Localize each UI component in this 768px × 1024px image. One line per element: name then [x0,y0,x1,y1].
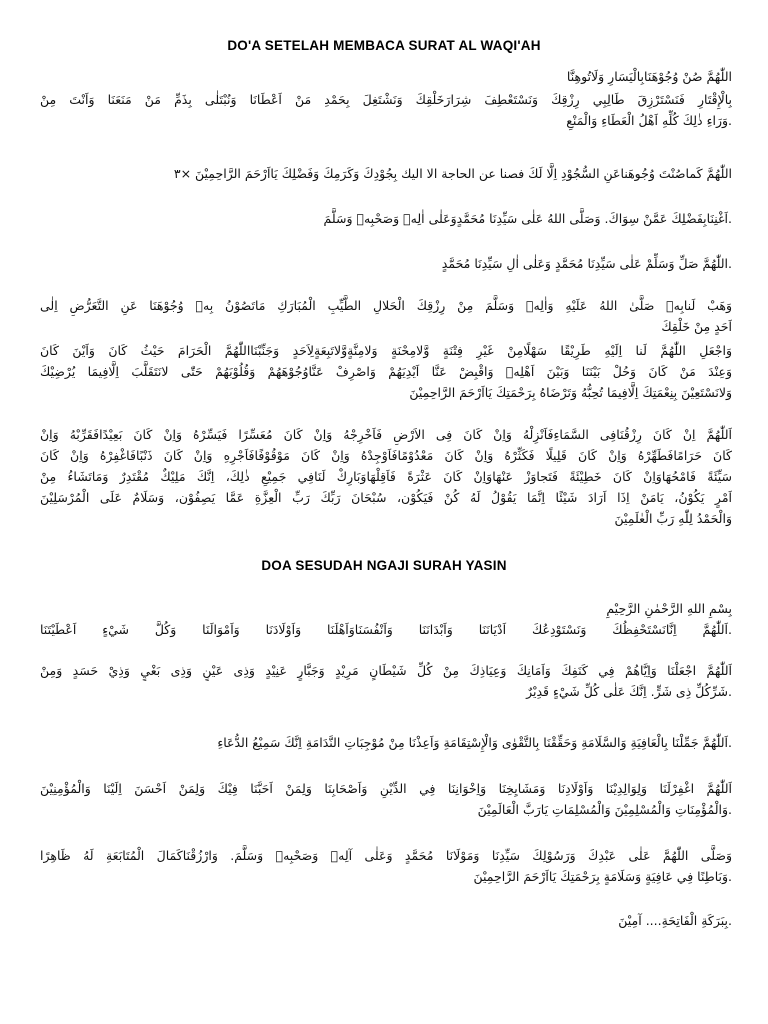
prayer-line: .اَللّٰهُمَّ جَمِّلْنَا بِالْعَافِيَةِ وَالسَّلَامَةِ وَحَقِّقْنَا بِالتَّقْوٰى وَالْإِسْتِقَامَةِ وَاَعِذْنَا مِنْ مُوْجِبَاتِ النَّدَامَةِ اِنَّكَ سَمِيْعُ الدُّعَاءِ [217,735,732,750]
prayer-line: وَصَلَّى اللّٰهُمَّ عَلٰى عَبْدِكَ وَرَسُوْلِكَ سَيِّدِنَا وَمَوْلَانَا مُحَمَّدٍ وَعَلٰى آلِهٖ وَصَحْبِهٖ وَسَلَّمَ. وَارْزُقْنَاكَمَالَ الْمُتَابَعَةِ لَهُ ظَاهِرًا [40,848,732,863]
prayer-paragraph [40,66,732,87]
prayer-line: .وَالْمُؤْمِنَاتِ وَالْمُسْلِمِيْنَ وَالْمُسْلِمَاتِ يَارَبَّ الْعَالَمِيْنَ [477,802,732,817]
prayer-line: اَللّٰهُمَّ اجْعَلْنَا وَاِيَّاهُمْ فِي كَنَفِكَ وَاَمَانِكَ وَعِيَاذِكَ مِنْ كُلِّ شَيْطَانٍ مَرِيْدٍ وَجَبَّارٍ عَنِيْدٍ وَذِى عَيْنٍ وَذِى بَغْيٍ وَذِيْ حَسَدٍ وَمِنْ [40,663,732,678]
prayer-paragraph [40,778,732,820]
prayer-line: .اَللّٰهُمَّ اِنَّانَسْتَحْفِظُكَ وَنَسْتَوْدِعُكَ اَدْيَانَنَا وَاَبْدَانَنَا وَاَنْفُسَنَاوَاَهْلَنَا وَاَوْلَادَنَا وَاَمْوَالَنَا وَكُلَّ شَيْءٍ اَعْطَيْتَنَا [40,622,732,637]
prayer-paragraph [40,89,732,131]
prayer-line: .وَرَاءِ ذٰلِكَ كُلِّهِ اَهْلُ الْعَطَاءِ وَالْمَنْعِ [566,113,732,128]
prayer-paragraph [40,598,732,640]
prayer-line: وَهَبْ لَنابِهٖ صَلَّىٰ اللهُ عَلَيْهِ وَاٰلِهٖ وَسَلَّمَ مِنْ رِزْقِكَ الْحَلالِ الطَّيِّبِ الْمُبَارَكِ مَاتَصُوْنُ بِهٖ وُجُوْهَنَا عَنِ التَّعَرُّضِ اِلٰى [40,298,732,313]
prayer-line: وَاجْعَلِ اللّٰهُمَّ لَنا اِلَيْهِ طَرِيْقًا سَهْلًامِنْ غَيْرِ فِتْنَةٍ وَّلامِحْنَةٍ وَلامِنَّةٍوَّلاتَبِعَةٍلِاَحَدٍ وَجَنِّبْنَااللّٰهُمَّ الْحَرَامَ حَيْثُ كَانَ وَاَيْنَ كَانَ [40,343,732,358]
prayer-line: .وَبَاطِنًا فِي عَافِيَةٍ وَسَلَامَةٍ بِرَحْمَتِكَ يَااَرْحَمَ الرَّاحِمِيْنَ [473,869,732,884]
prayer-line: بِالْإِقْتَارِ فَنَسْتَرْزِقَ طَالِبِي رِزْقِكَ وَنَسْتَعْطِفَ شِرَارَخَلْقِكَ وَنَشْتَغِلَ بِحَمْدِ مَنْ اَعْطَانَا وَنُبْتَلٰى بِذَمِّ مَنْ مَنَعَنَا وَاَنْتَ مِنْ [40,92,732,107]
prayer-line: اللّٰهُمَّ صُنْ وُجُوْهَنَابِالْيَسَارِ وَلَاتُوهِنَّا [566,69,732,84]
prayer-line: اَمْرٍ يَكُوْنُ، يَامَنْ اِذَا اَرَادَ شَيْئًا اِنَّمَا يَقُوْلُ لَهُ كُنْ فَيَكُوْن، سُبْحَانَ رَبِّكَ رَبِّ الْعِزَّةِ عَمَّا يَصِفُوْن، وَسَلَامٌ عَلَى الْمُرْسَلِيْنَ [40,490,732,505]
prayer-line: .اللّٰهُمَّ صَلِّ وَسَلِّمْ عَلٰى سَيِّدِنَا مُحَمَّدٍ وَعَلٰى اٰلِ سَيِّدِنَا مُحَمَّدٍ [441,256,732,271]
prayer-line: وَالْحَمْدُ لِلّٰهِ رَبِّ الْعٰلَمِيْنَ [614,511,732,526]
prayer-paragraph [40,208,732,229]
prayer-line: اَللّٰهُمَّ اغْفِرْلَنَا وَلِوَالِدِيْنَا وَاَوْلَادِنَا وَمَشَايِخِنَا وَاِخْوَانِنَا فِي الدِّيْنِ وَاَصْحَابِنَا وَلِمَنْ اَحَبَّنَا فِيْكَ وَلِمَنْ اَحْسَنَ اِلَيْنَا وَالْمُؤْمِنِيْنَ [40,781,732,796]
prayer-paragraph [40,340,732,403]
prayer-line: .اَغْنِنَابِفَضْلِكَ عَمَّنْ سِوَاكَ. وَصَلَّى اللهُ عَلٰى سَيِّدِنَا مُحَمَّدٍوَعَلٰى اٰلِهٖ وَصَحْبِهٖ وَسَلَّمَ [323,211,732,226]
prayer-paragraph [40,910,732,931]
prayer-line: اَحَدٍ مِنْ خَلْقِكَ [661,319,732,334]
prayer-line: سَيِّئَةً فَامْحُهَاوَاِنْ كَانَ خَطِيْئَةً فَتَجاوَزْ عَنْهَاوَاِنْ كَانَ عَثْرَةً فَاَقِلْهَاوَبَارِكْ لَنَافِي جَمِيْعِ ذٰلِكَ، اِنَّكَ مَلِيْكٌ مُقْتَدِرٌ وَمَاتَشَاءُ مِنْ [40,469,732,484]
prayer-paragraph [40,660,732,702]
prayer-paragraph [40,845,732,887]
prayer-line: اَللّٰهُمَّ اِنْ كَانَ رِزْقُنَافِى السَّمَاءِفَاَنْزِلْهُ وَاِنْ كَانَ فِى الاَرْضِ فَاَخْرِجْهُ وَاِنْ كَانَ مُعَسِّرًا فَيَسِّرْهُ وَاِنْ كَانَ بَعِيْدًافَقَرِّبْهُ وَاِنْ [40,427,732,442]
section-title-waqiah: DO'A SETELAH MEMBACA SURAT AL WAQI'AH [227,38,541,53]
prayer-paragraph [40,163,732,184]
prayer-paragraph [40,424,732,529]
prayer-line: كَانَ حَرَامًافَطَهِّرْهُ وَاِنْ كَانَ قَلِيلًا فَكَثِّرْهُ وَاِنْ كَانَ مَعْدُوْمًافَاَوْجِدْهُ وَاِنْ كَانَ مَوْقُوْفًافَاَجْرِهِ وَاِنْ كَانَ ذَنْبًافَاغْفِرْهُ وَاِنْ كَانَ [40,448,732,463]
prayer-line: بِسْمِ اللهِ الرَّحْمٰنِ الرَّحِيْمِ [606,601,732,616]
prayer-line: .شَرِّكُلِّ ذِى شَرٍّ. اِنَّكَ عَلٰى كُلِّ شَيْءٍ قَدِيْرٌ [526,684,732,699]
prayer-line: وَعِنْدَ مَنْ كَانَ وَحُلْ بَيْنَنَا وَبَيْنَ اَهْلِهٖ وَاقْبِضْ عَنَّا اَيْدِيَهُمْ وَاصْرِفْ عَنَّاوُجُوْهَهُمْ وَقُلُوْبَهُمْ حَتّٰى لانَتَقَلَّبَ اِلَّافِيمَا يُرْضِيْكَ [40,364,732,379]
prayer-paragraph [40,295,732,337]
prayer-line: .بِبَرَكَةِ الْفَاتِحَةِ.... آمِيْنَ [618,913,732,928]
prayer-paragraph [40,732,732,753]
prayer-paragraph [40,253,732,274]
section-title-yasin: DOA SESUDAH NGAJI SURAH YASIN [261,558,507,573]
prayer-line: اللّٰهُمَّ كَماصُنْتَ وُجُوهَناعَنِ السُّجُوْدِ اِلَّا لَكَ فصنا عن الحاجة الا اليك بِجُوْدِكَ وَكَرَمِكَ وَفَضْلِكَ يَااَرْحَمَ الرَّاحِمِيْنَ ×٣ [173,166,732,181]
prayer-line: وَلانَسْتَعِيْنَ بِنِعْمَتِكَ اِلَّافِيمَا تُحِبُّهُ وَتَرْضَاهُ بِرَحْمَتِكَ يَااَرْحَمَ الرَّاحِمِيْنَ [409,385,732,400]
